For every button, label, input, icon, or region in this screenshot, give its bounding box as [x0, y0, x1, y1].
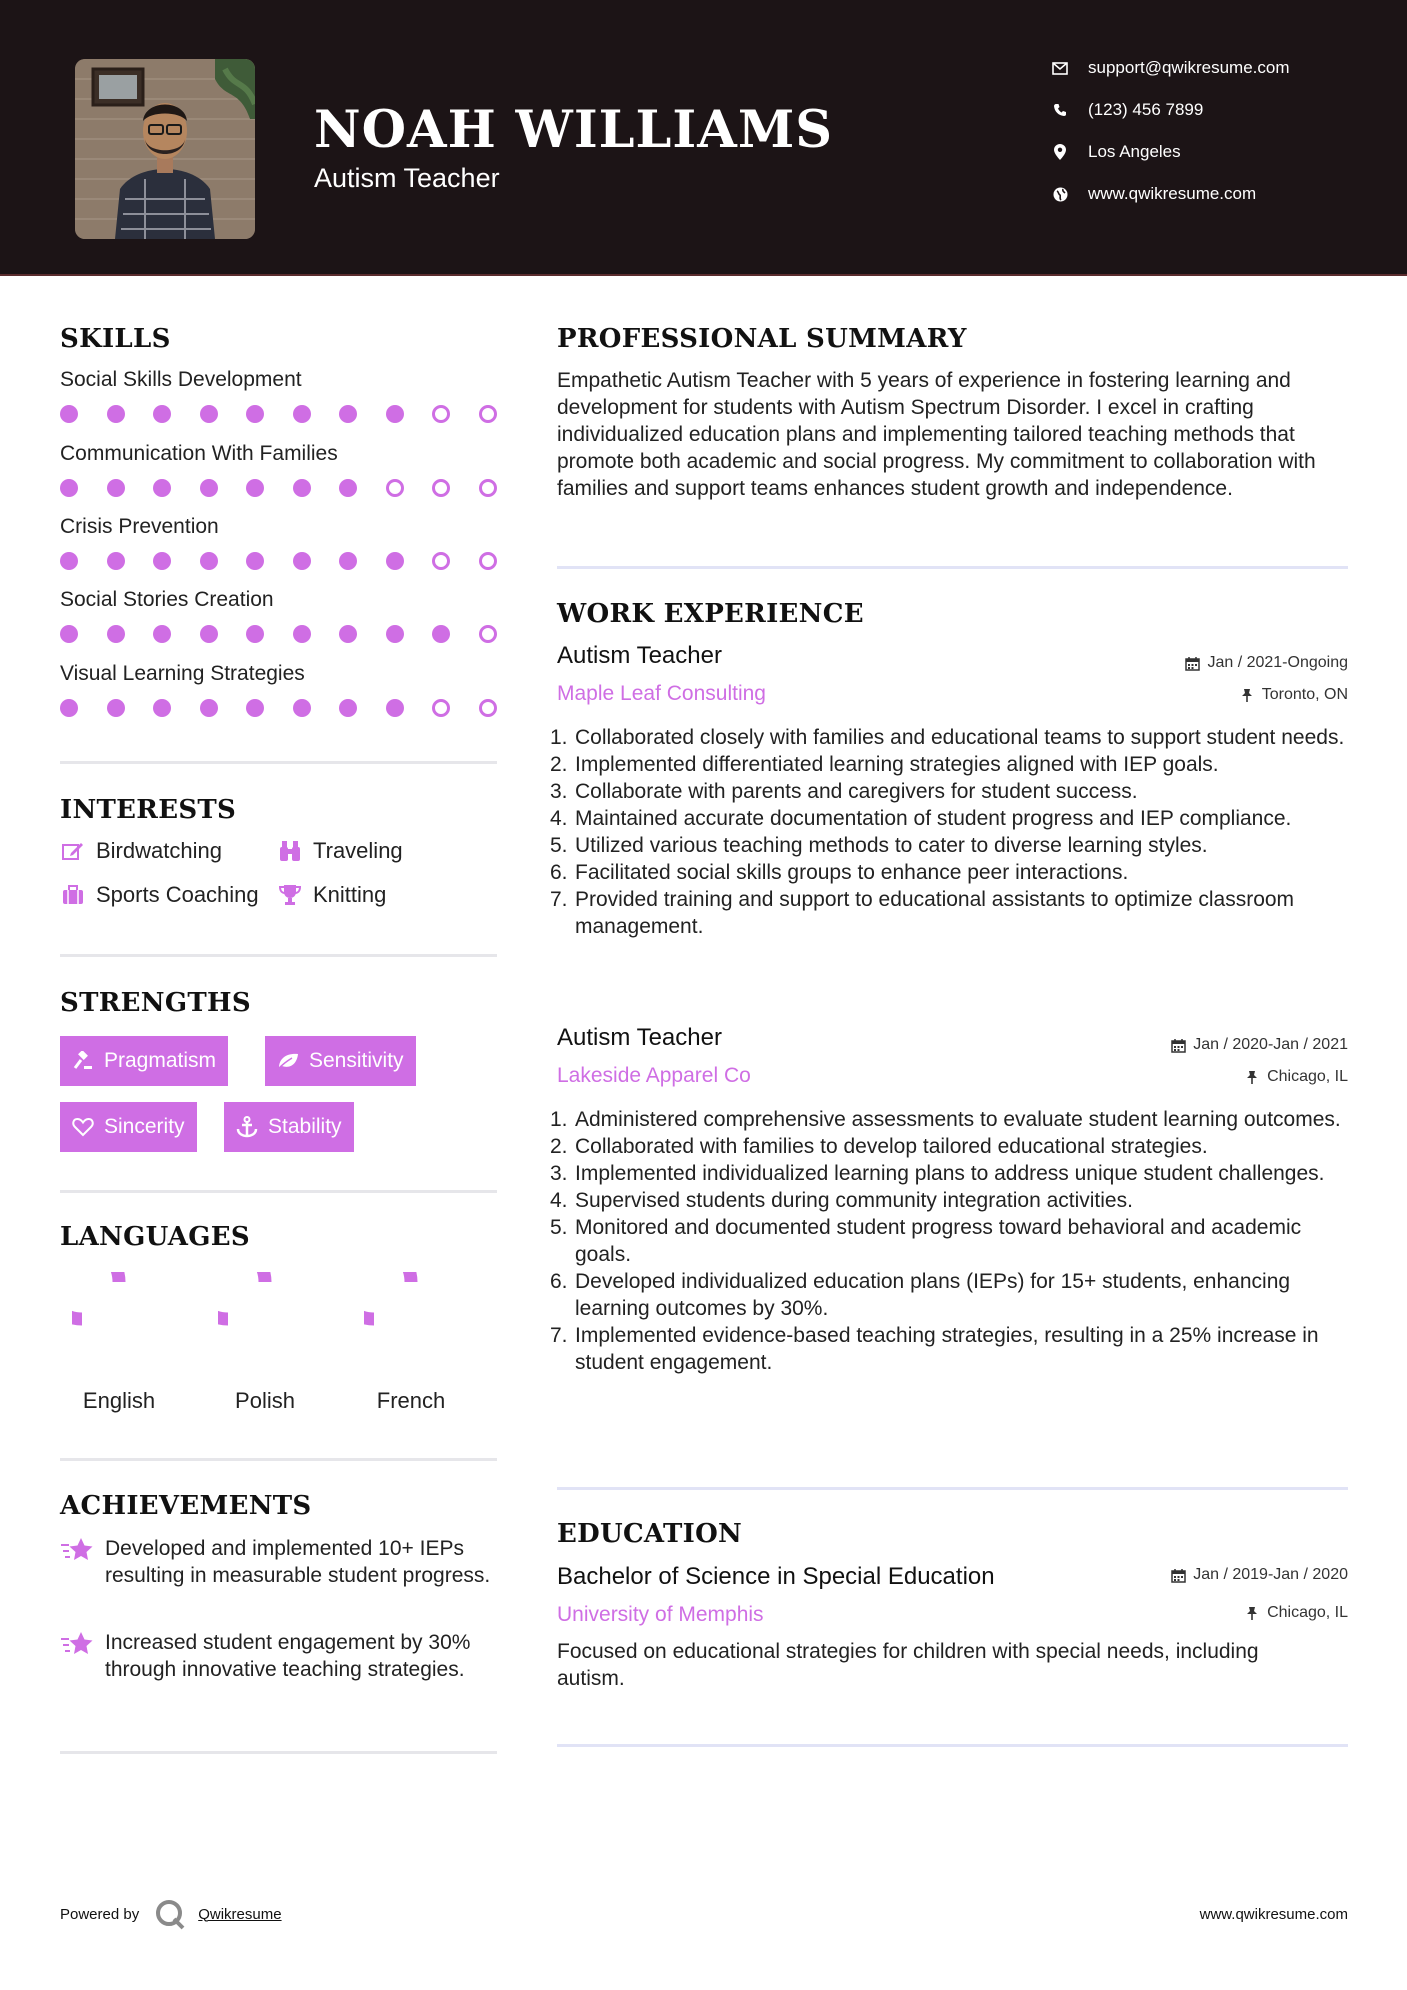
skill-dot-filled [60, 405, 78, 423]
education-dates-text: Jan / 2019-Jan / 2020 [1193, 1566, 1348, 1583]
skill-dot-filled [246, 479, 264, 497]
job-location [1244, 1068, 1348, 1086]
skills-title: SKILLS [60, 324, 171, 354]
skill-dot-filled [293, 625, 311, 643]
contact-website-text: www.qwikresume.com [1088, 184, 1257, 203]
heart-icon [72, 1116, 94, 1138]
skill-dot-filled [386, 625, 404, 643]
skill-dot-filled [107, 625, 125, 643]
education-description: Focused on educational strategies for children with special needs, including autism. [557, 1640, 1259, 1690]
strength-label: Pragmatism [104, 1049, 217, 1072]
candidate-name: NOAH WILLIAMS [314, 100, 834, 160]
pushpin-icon [1239, 687, 1255, 703]
language-progress-ring [218, 1272, 312, 1366]
language-level-arc [364, 1272, 411, 1319]
skill-name: Social Stories Creation [60, 588, 274, 611]
skill-dot-filled [107, 699, 125, 717]
skill-dot-empty [479, 699, 497, 717]
languages-title: LANGUAGES [60, 1222, 250, 1252]
skill-rating [60, 479, 500, 499]
strength-badge [60, 1102, 197, 1152]
job-bullet: 2. Collaborated with families to develop tailored educational strategies. [550, 1135, 1208, 1158]
language-item [351, 1272, 471, 1414]
job-bullet: 5. Monitored and documented student progress toward behavioral and academic goals. [550, 1216, 1302, 1266]
education-dates [1170, 1566, 1348, 1584]
interest-label: Knitting [313, 882, 387, 907]
skill-dot-filled [60, 699, 78, 717]
contact-phone[interactable] [1050, 100, 1370, 120]
skill-dot-filled [339, 479, 357, 497]
language-name: Polish [235, 1388, 295, 1413]
skill-dot-filled [60, 552, 78, 570]
qwikresume-link[interactable]: Qwikresume [198, 1905, 282, 1923]
map-pin-icon [1050, 142, 1070, 162]
skill-dot-empty [479, 625, 497, 643]
profile-photo-image [75, 59, 255, 239]
job-location-text: Chicago, IL [1267, 1068, 1348, 1085]
skill-dot-filled [60, 625, 78, 643]
language-level-arc [72, 1272, 119, 1319]
language-item [205, 1272, 325, 1414]
job-dates-text: Jan / 2021-Ongoing [1207, 654, 1348, 671]
section-divider [60, 1190, 497, 1193]
education-location [1244, 1604, 1348, 1622]
job-dates [1170, 1036, 1348, 1054]
phone-icon [1050, 100, 1070, 120]
company-name: Maple Leaf Consulting [557, 682, 766, 705]
job-bullet: 7. Provided training and support to educational assistants to optimize classroom management. [550, 888, 1295, 938]
skill-dot-filled [200, 405, 218, 423]
calendar-icon [1184, 655, 1200, 671]
job-bullet: 3. Implemented individualized learning plans to address unique student challenges. [550, 1162, 1325, 1185]
star-icon [60, 1535, 94, 1589]
skill-name: Social Skills Development [60, 368, 302, 391]
interest-label: Sports Coaching [96, 882, 259, 907]
strength-label: Sincerity [104, 1115, 185, 1138]
job-bullet: 2. Implemented differentiated learning strategies aligned with IEP goals. [550, 753, 1219, 776]
skill-rating [60, 699, 500, 719]
job-bullet: 3. Collaborate with parents and caregivers for student success. [550, 780, 1138, 803]
job-dates [1184, 654, 1348, 672]
interest-item [277, 838, 403, 864]
skill-dot-filled [153, 552, 171, 570]
skill-dot-filled [200, 479, 218, 497]
skill-dot-empty [432, 699, 450, 717]
job-bullet: 7. Implemented evidence-based teaching strategies, resulting in a 25% increase in student engagement. [550, 1324, 1319, 1374]
experience-title: WORK EXPERIENCE [557, 599, 864, 629]
skill-dot-filled [339, 552, 357, 570]
skill-name: Crisis Prevention [60, 515, 219, 538]
skill-dot-filled [339, 699, 357, 717]
job-bullet: 4. Maintained accurate documentation of student progress and IEP compliance. [550, 807, 1292, 830]
star-icon [60, 1629, 94, 1683]
skill-dot-empty [479, 552, 497, 570]
education-title: EDUCATION [557, 1519, 743, 1549]
pushpin-icon [1244, 1069, 1260, 1085]
job-bullet: 4. Supervised students during community integration activities. [550, 1189, 1133, 1212]
skill-name: Visual Learning Strategies [60, 662, 305, 685]
anchor-icon [236, 1116, 258, 1138]
section-divider [557, 1744, 1348, 1747]
contact-website[interactable] [1050, 184, 1370, 204]
job-location-text: Toronto, ON [1261, 686, 1348, 703]
summary-text: Empathetic Autism Teacher with 5 years of experience in fostering learning and development for students with Autism Spectrum Disorder. I excel in crafting individualized education plans and implementing tailored teaching methods that promote both academic and social progress. My commitment to collaboration with families and support teams enhances student growth and independence. [557, 369, 1316, 500]
profile-photo [75, 59, 255, 239]
skill-dot-filled [246, 699, 264, 717]
school-name: University of Memphis [557, 1603, 764, 1626]
interest-label: Traveling [313, 838, 403, 863]
language-name: English [82, 1388, 156, 1413]
company-name: Lakeside Apparel Co [557, 1064, 751, 1087]
language-item [59, 1272, 179, 1414]
pushpin-icon [1244, 1605, 1260, 1621]
calendar-icon [1170, 1567, 1186, 1583]
job-bullet: 1. Administered comprehensive assessments to evaluate student learning outcomes. [550, 1108, 1341, 1131]
achievement-item [60, 1535, 500, 1589]
skill-dot-filled [386, 552, 404, 570]
skill-dot-filled [153, 625, 171, 643]
skill-dot-filled [293, 405, 311, 423]
section-divider [557, 1487, 1348, 1490]
skill-dot-filled [339, 625, 357, 643]
job-location [1239, 686, 1348, 704]
skill-dot-filled [293, 479, 311, 497]
strengths-title: STRENGTHS [60, 988, 251, 1018]
language-progress-ring [364, 1272, 458, 1366]
edit-icon [60, 839, 86, 863]
language-name: French [376, 1388, 446, 1413]
contact-location [1050, 142, 1370, 162]
language-progress-ring [72, 1272, 166, 1366]
suitcase-icon [60, 883, 86, 907]
section-divider [557, 566, 1348, 569]
job-bullet-list [550, 1106, 1356, 1376]
skill-dot-empty [386, 479, 404, 497]
qwikresume-logo-icon [154, 1898, 186, 1930]
achievement-item [60, 1629, 500, 1683]
skill-dot-filled [60, 479, 78, 497]
skill-dot-filled [246, 625, 264, 643]
gavel-icon [72, 1050, 94, 1072]
skill-dot-filled [339, 405, 357, 423]
achievements-title: ACHIEVEMENTS [60, 1491, 312, 1521]
strength-badge [224, 1102, 354, 1152]
achievement-text: Increased student engagement by 30% through innovative teaching strategies. [105, 1631, 471, 1681]
powered-by-text: Powered by [60, 1905, 140, 1923]
skill-dot-filled [200, 699, 218, 717]
skill-dot-filled [246, 405, 264, 423]
skill-dot-filled [293, 699, 311, 717]
candidate-job-title: Autism Teacher [314, 163, 500, 193]
contact-email[interactable] [1050, 58, 1370, 78]
globe-icon [1050, 184, 1070, 204]
interest-item [277, 882, 386, 908]
job-bullet: 1. Collaborated closely with families and educational teams to support student needs. [550, 726, 1345, 749]
skill-dot-filled [293, 552, 311, 570]
strength-badge [265, 1036, 416, 1086]
leaf-icon [277, 1050, 299, 1072]
language-level-arc [218, 1272, 265, 1319]
skill-dot-filled [200, 625, 218, 643]
section-divider [60, 1458, 497, 1461]
job-dates-text: Jan / 2020-Jan / 2021 [1193, 1036, 1348, 1053]
job-bullet: 6. Facilitated social skills groups to enhance peer interactions. [550, 861, 1129, 884]
calendar-icon [1170, 1037, 1186, 1053]
degree-title: Bachelor of Science in Special Education [557, 1563, 995, 1590]
skill-dot-filled [386, 405, 404, 423]
job-bullet-list [550, 724, 1356, 940]
skill-dot-filled [107, 405, 125, 423]
skill-dot-filled [107, 552, 125, 570]
skill-rating [60, 405, 500, 425]
skill-dot-empty [479, 405, 497, 423]
job-title: Autism Teacher [557, 1024, 722, 1051]
skill-dot-empty [479, 479, 497, 497]
skill-dot-filled [153, 699, 171, 717]
section-divider [60, 954, 497, 957]
envelope-icon [1050, 58, 1070, 78]
interest-label: Birdwatching [96, 838, 222, 863]
skill-dot-filled [200, 552, 218, 570]
skill-dot-filled [107, 479, 125, 497]
skill-name: Communication With Families [60, 442, 338, 465]
section-divider [60, 761, 497, 764]
education-location-text: Chicago, IL [1267, 1604, 1348, 1621]
contact-phone-text: (123) 456 7899 [1088, 100, 1204, 119]
skill-dot-filled [432, 625, 450, 643]
trophy-icon [277, 883, 303, 907]
skill-rating [60, 625, 500, 645]
skill-dot-empty [432, 552, 450, 570]
strength-badge [60, 1036, 228, 1086]
binoculars-icon [277, 839, 303, 863]
job-title: Autism Teacher [557, 642, 722, 669]
skill-dot-empty [432, 479, 450, 497]
skill-dot-filled [153, 405, 171, 423]
section-divider [60, 1751, 497, 1754]
interests-title: INTERESTS [60, 795, 237, 825]
job-bullet: 6. Developed individualized education plans (IEPs) for 15+ students, enhancing learning outcomes by 30%. [550, 1270, 1291, 1320]
contact-email-text: support@qwikresume.com [1088, 58, 1290, 77]
skill-rating [60, 552, 500, 572]
strength-label: Sensitivity [309, 1049, 404, 1072]
summary-title: PROFESSIONAL SUMMARY [557, 324, 967, 354]
strength-label: Stability [268, 1115, 342, 1138]
skill-dot-empty [432, 405, 450, 423]
skill-dot-filled [153, 479, 171, 497]
footer-powered-by [60, 1898, 282, 1930]
achievement-text: Developed and implemented 10+ IEPs resulting in measurable student progress. [105, 1537, 491, 1587]
contact-location-text: Los Angeles [1088, 142, 1181, 161]
interest-item [60, 838, 222, 864]
job-bullet: 5. Utilized various teaching methods to cater to diverse learning styles. [550, 834, 1208, 857]
resume-header [0, 0, 1407, 276]
footer-url[interactable]: www.qwikresume.com [1199, 1906, 1348, 1923]
interest-item [60, 882, 259, 908]
skill-dot-filled [246, 552, 264, 570]
skill-dot-filled [386, 699, 404, 717]
